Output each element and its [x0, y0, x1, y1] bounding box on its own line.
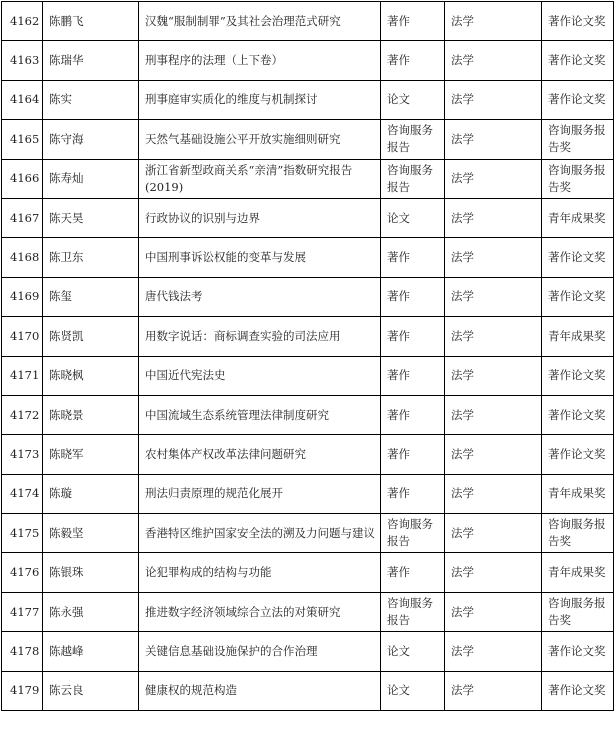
type-cell: 著作 [381, 41, 445, 80]
title-cell: 中国近代宪法史 [139, 356, 381, 395]
title-cell: 天然气基础设施公平开放实施细则研究 [139, 120, 381, 159]
table-row [2, 41, 614, 80]
discipline-cell: 法学 [445, 80, 542, 119]
title-cell: 浙江省新型政商关系“亲清”指数研究报告(2019) [139, 159, 381, 198]
discipline-cell: 法学 [445, 317, 542, 356]
type-cell: 著作 [381, 238, 445, 277]
table-row [2, 632, 614, 671]
name-cell: 陈守海 [43, 120, 139, 159]
name-cell: 陈晓军 [43, 435, 139, 474]
type-cell: 咨询服务报告 [381, 592, 445, 631]
discipline-cell: 法学 [445, 159, 542, 198]
name-cell: 陈云良 [43, 671, 139, 710]
type-cell: 著作 [381, 553, 445, 592]
type-cell: 论文 [381, 632, 445, 671]
discipline-cell: 法学 [445, 2, 542, 41]
award-cell: 咨询服务报告奖 [542, 159, 614, 198]
type-cell: 论文 [381, 671, 445, 710]
title-cell: 用数字说话：商标调查实验的司法应用 [139, 317, 381, 356]
title-cell: 刑法归责原理的规范化展开 [139, 474, 381, 513]
table-row [2, 514, 614, 553]
table-body [2, 2, 614, 711]
name-cell: 陈永强 [43, 592, 139, 631]
awards-table [1, 1, 614, 711]
type-cell: 著作 [381, 277, 445, 316]
title-cell: 汉魏“服制制罪”及其社会治理范式研究 [139, 2, 381, 41]
title-cell: 中国刑事诉讼权能的变革与发展 [139, 238, 381, 277]
discipline-cell: 法学 [445, 435, 542, 474]
award-cell: 咨询服务报告奖 [542, 592, 614, 631]
award-cell: 著作论文奖 [542, 2, 614, 41]
discipline-cell: 法学 [445, 395, 542, 434]
name-cell: 陈毅坚 [43, 514, 139, 553]
award-cell: 青年成果奖 [542, 198, 614, 237]
discipline-cell: 法学 [445, 474, 542, 513]
id-cell: 4163 [2, 41, 43, 80]
type-cell: 论文 [381, 80, 445, 119]
type-cell: 论文 [381, 198, 445, 237]
title-cell: 刑事程序的法理（上下卷） [139, 41, 381, 80]
discipline-cell: 法学 [445, 514, 542, 553]
table-row [2, 395, 614, 434]
id-cell: 4169 [2, 277, 43, 316]
name-cell: 陈卫东 [43, 238, 139, 277]
award-cell: 著作论文奖 [542, 238, 614, 277]
award-cell: 青年成果奖 [542, 317, 614, 356]
id-cell: 4171 [2, 356, 43, 395]
id-cell: 4172 [2, 395, 43, 434]
award-cell: 著作论文奖 [542, 395, 614, 434]
name-cell: 陈天昊 [43, 198, 139, 237]
discipline-cell: 法学 [445, 592, 542, 631]
discipline-cell: 法学 [445, 356, 542, 395]
discipline-cell: 法学 [445, 238, 542, 277]
table-row [2, 80, 614, 119]
type-cell: 著作 [381, 395, 445, 434]
name-cell: 陈鹏飞 [43, 2, 139, 41]
table-row [2, 435, 614, 474]
name-cell: 陈晓枫 [43, 356, 139, 395]
id-cell: 4178 [2, 632, 43, 671]
discipline-cell: 法学 [445, 671, 542, 710]
id-cell: 4177 [2, 592, 43, 631]
id-cell: 4176 [2, 553, 43, 592]
type-cell: 著作 [381, 474, 445, 513]
title-cell: 刑事庭审实质化的维度与机制探讨 [139, 80, 381, 119]
type-cell: 著作 [381, 435, 445, 474]
name-cell: 陈实 [43, 80, 139, 119]
table-row [2, 474, 614, 513]
name-cell: 陈瑞华 [43, 41, 139, 80]
name-cell: 陈晓景 [43, 395, 139, 434]
award-cell: 青年成果奖 [542, 474, 614, 513]
name-cell: 陈银珠 [43, 553, 139, 592]
discipline-cell: 法学 [445, 198, 542, 237]
id-cell: 4165 [2, 120, 43, 159]
discipline-cell: 法学 [445, 277, 542, 316]
table-row [2, 671, 614, 710]
table-row [2, 592, 614, 631]
id-cell: 4173 [2, 435, 43, 474]
id-cell: 4167 [2, 198, 43, 237]
title-cell: 农村集体产权改革法律问题研究 [139, 435, 381, 474]
id-cell: 4166 [2, 159, 43, 198]
table-row [2, 198, 614, 237]
award-cell: 著作论文奖 [542, 80, 614, 119]
title-cell: 唐代钱法考 [139, 277, 381, 316]
award-cell: 著作论文奖 [542, 356, 614, 395]
award-cell: 咨询服务报告奖 [542, 120, 614, 159]
award-cell: 著作论文奖 [542, 277, 614, 316]
name-cell: 陈璇 [43, 474, 139, 513]
discipline-cell: 法学 [445, 632, 542, 671]
award-cell: 著作论文奖 [542, 435, 614, 474]
type-cell: 咨询服务报告 [381, 120, 445, 159]
id-cell: 4175 [2, 514, 43, 553]
title-cell: 中国流域生态系统管理法律制度研究 [139, 395, 381, 434]
award-cell: 著作论文奖 [542, 632, 614, 671]
name-cell: 陈贤凯 [43, 317, 139, 356]
type-cell: 著作 [381, 317, 445, 356]
name-cell: 陈玺 [43, 277, 139, 316]
type-cell: 著作 [381, 356, 445, 395]
table-row [2, 2, 614, 41]
title-cell: 论犯罪构成的结构与功能 [139, 553, 381, 592]
id-cell: 4170 [2, 317, 43, 356]
table-row [2, 120, 614, 159]
discipline-cell: 法学 [445, 120, 542, 159]
award-cell: 著作论文奖 [542, 671, 614, 710]
table-row [2, 159, 614, 198]
discipline-cell: 法学 [445, 41, 542, 80]
title-cell: 香港特区维护国家安全法的溯及力问题与建议 [139, 514, 381, 553]
name-cell: 陈越峰 [43, 632, 139, 671]
title-cell: 行政协议的识别与边界 [139, 198, 381, 237]
table-row [2, 356, 614, 395]
award-cell: 青年成果奖 [542, 553, 614, 592]
id-cell: 4168 [2, 238, 43, 277]
title-cell: 关键信息基础设施保护的合作治理 [139, 632, 381, 671]
id-cell: 4164 [2, 80, 43, 119]
table-row [2, 553, 614, 592]
title-cell: 健康权的规范构造 [139, 671, 381, 710]
type-cell: 著作 [381, 2, 445, 41]
discipline-cell: 法学 [445, 553, 542, 592]
table-row [2, 317, 614, 356]
type-cell: 咨询服务报告 [381, 159, 445, 198]
award-cell: 著作论文奖 [542, 41, 614, 80]
award-cell: 咨询服务报告奖 [542, 514, 614, 553]
name-cell: 陈寿灿 [43, 159, 139, 198]
type-cell: 咨询服务报告 [381, 514, 445, 553]
id-cell: 4174 [2, 474, 43, 513]
title-cell: 推进数字经济领域综合立法的对策研究 [139, 592, 381, 631]
id-cell: 4179 [2, 671, 43, 710]
id-cell: 4162 [2, 2, 43, 41]
table-row [2, 277, 614, 316]
table-row [2, 238, 614, 277]
